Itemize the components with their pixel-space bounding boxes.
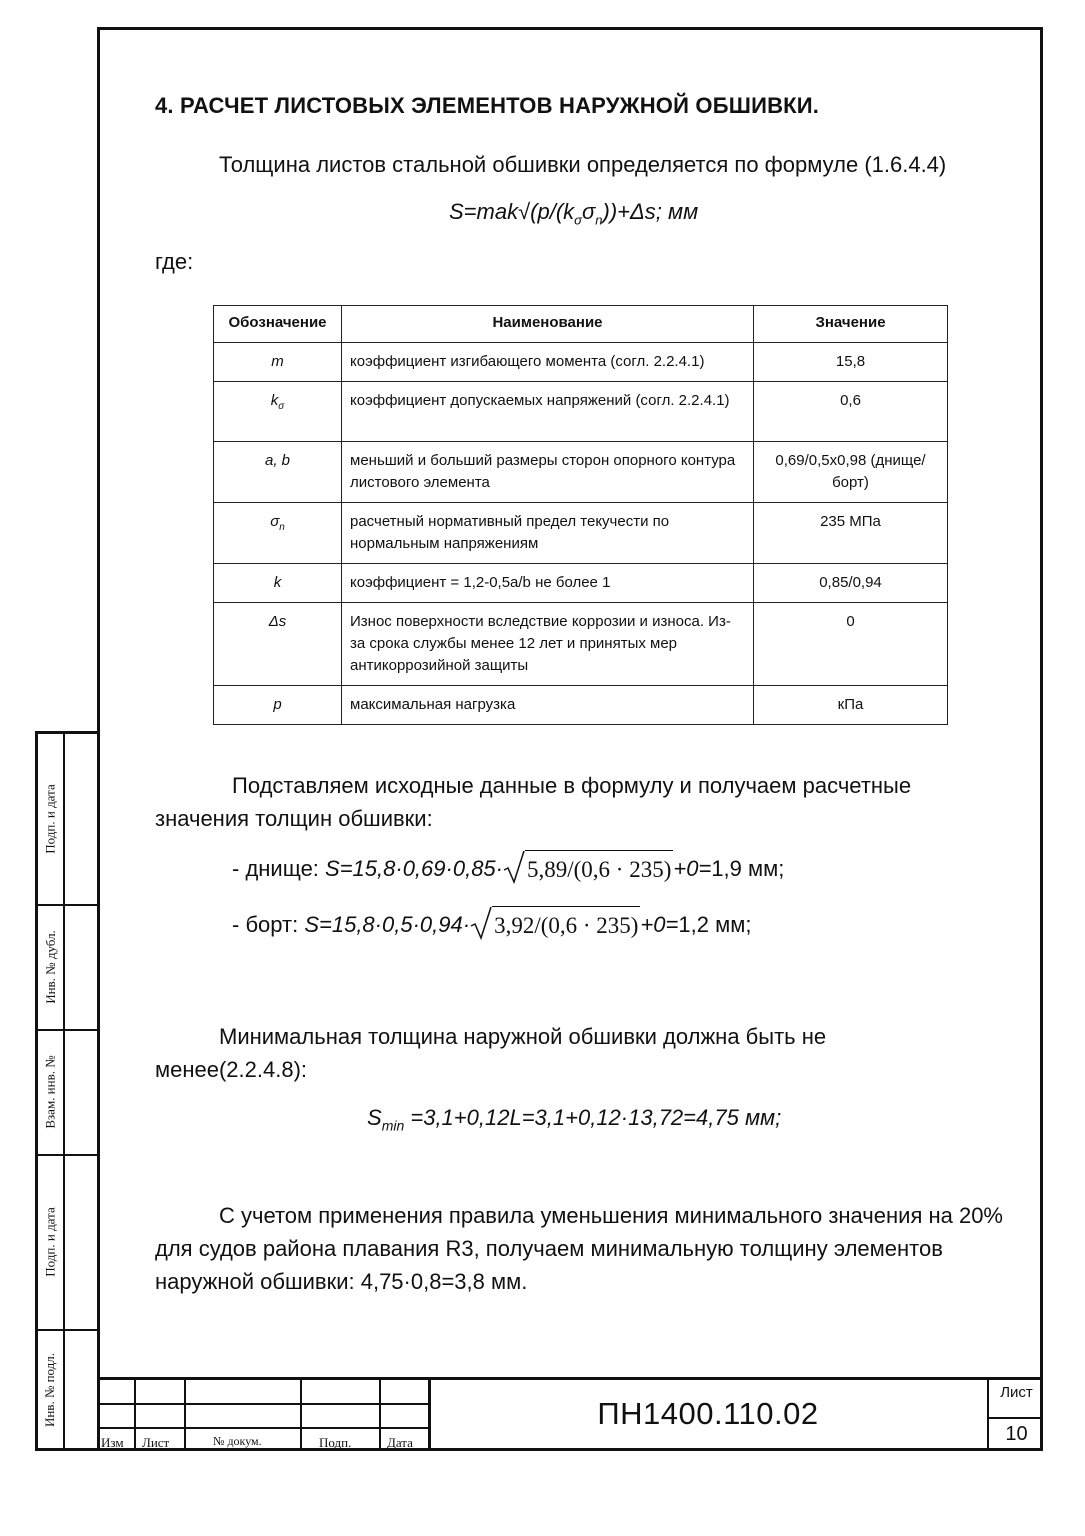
intro-paragraph: Толщина листов стальной обшивки определяется по формуле (1.6.4.4)	[219, 152, 947, 177]
name-cell: расчетный нормативный предел текучести по нормальным напряжениям	[342, 503, 754, 564]
table-row	[214, 442, 948, 503]
side-stamp-label: Взам. инв. №	[42, 1054, 58, 1129]
col-label: № докум.	[213, 1434, 262, 1448]
calc-bottom-radicand: 5,89/(0,6 · 235)	[525, 850, 673, 886]
value-cell: 15,8	[754, 343, 948, 382]
col-label: Изм	[101, 1435, 124, 1450]
side-stamp-label: Подп. и дата	[42, 784, 58, 854]
value-cell: 235 МПа	[754, 503, 948, 564]
calc-bottom	[232, 850, 784, 886]
table-header: Значение	[754, 306, 948, 343]
side-stamp-label: Инв. № подл.	[42, 1352, 58, 1428]
calc-side-result: 1,2 мм;	[678, 911, 752, 937]
section-heading: 4. РАСЧЕТ ЛИСТОВЫХ ЭЛЕМЕНТОВ НАРУЖНОЙ ОБШИВКИ.	[155, 93, 820, 118]
table-header: Наименование	[342, 306, 754, 343]
calc-bottom-result: 1,9 мм;	[711, 855, 785, 881]
value-cell: 0	[754, 603, 948, 686]
min-thickness-paragraph: Минимальная толщина наружной обшивки должна быть не менее(2.2.4.8):	[155, 1024, 827, 1082]
value-cell: 0,6	[754, 382, 948, 442]
side-stamp-label: Инв. № дубл.	[42, 929, 58, 1004]
value-cell: кПа	[754, 686, 948, 725]
value-cell: 0,69/0,5х0,98 (днище/борт)	[754, 442, 948, 503]
symbol-cell: $k_\sigma$	[214, 382, 342, 442]
name-cell: максимальная нагрузка	[342, 686, 754, 725]
name-cell: коэффициент допускаемых напряжений (согл. 2.2.4.1)	[342, 382, 754, 442]
symbol-cell: a, b	[214, 442, 342, 503]
symbol-cell: $\sigma_n$	[214, 503, 342, 564]
side-stamp	[35, 731, 100, 1451]
table-row	[214, 503, 948, 564]
calc-side-expr: S=15,8·0,5·0,94·	[304, 911, 471, 937]
sqrt-bottom	[503, 850, 673, 886]
calc-side-radicand: 3,92/(0,6 · 235)	[492, 906, 640, 942]
col-label: Лист	[142, 1435, 170, 1450]
table-header-row	[214, 306, 948, 343]
calc-bottom-tail: +0=	[673, 855, 712, 881]
table-header: Обозначение	[214, 306, 342, 343]
where-label: где:	[155, 249, 194, 274]
sheet-number: 10	[1005, 1423, 1028, 1445]
value-cell: 0,85/0,94	[754, 564, 948, 603]
calc-bottom-expr: S=15,8·0,69·0,85·	[325, 855, 503, 881]
symbol-cell: Δs	[214, 603, 342, 686]
name-cell: меньший и больший размеры сторон опорного контура листового элемента	[342, 442, 754, 503]
symbol-cell: m	[214, 343, 342, 382]
reduction-paragraph: С учетом применения правила уменьшения минимального значения на 20% для судов района плавания R3, получаем минимальную толщину элементов наружной обшивки: 4,75·0,8=3,8 мм.	[155, 1203, 1003, 1294]
name-cell: Износ поверхности вследствие коррозии и износа. Из-за срока службы менее 12 лет и принятых мер антикоррозийной защиты	[342, 603, 754, 686]
calc-side-tail: +0=	[640, 911, 679, 937]
radical-sign-icon	[503, 850, 525, 884]
sqrt-side	[470, 906, 640, 942]
calc-side-label: - борт:	[232, 911, 305, 937]
document-code: ПН1400.110.02	[597, 1396, 819, 1431]
calc-bottom-label: - днище:	[232, 855, 326, 881]
min-formula: $S_{min} =3,1+0,12L=3,1+0,12\cdot 13,72=4,75$ мм;	[367, 1105, 782, 1134]
table-row	[214, 603, 948, 686]
sheet-label: Лист	[1000, 1384, 1033, 1401]
col-label: Подп.	[319, 1435, 352, 1450]
parameters-table	[213, 305, 948, 725]
col-label: Дата	[387, 1435, 413, 1450]
table-row	[214, 382, 948, 442]
main-formula: $S=mak√(p/(k_\sigma\sigma_n))+\Delta s$; мм	[449, 199, 699, 228]
name-cell: коэффициент изгибающего момента (согл. 2.2.4.1)	[342, 343, 754, 382]
radical-sign-icon	[470, 906, 492, 940]
symbol-cell: p	[214, 686, 342, 725]
name-cell: коэффициент = 1,2-0,5a/b не более 1	[342, 564, 754, 603]
side-stamp-label: Подп. и дата	[42, 1206, 58, 1277]
symbol-cell: k	[214, 564, 342, 603]
calc-side	[232, 906, 751, 942]
table-row	[214, 343, 948, 382]
table-row	[214, 564, 948, 603]
table-row	[214, 686, 948, 725]
substitute-paragraph: Подставляем исходные данные в формулу и получаем расчетные значения толщин обшивки:	[155, 773, 912, 831]
